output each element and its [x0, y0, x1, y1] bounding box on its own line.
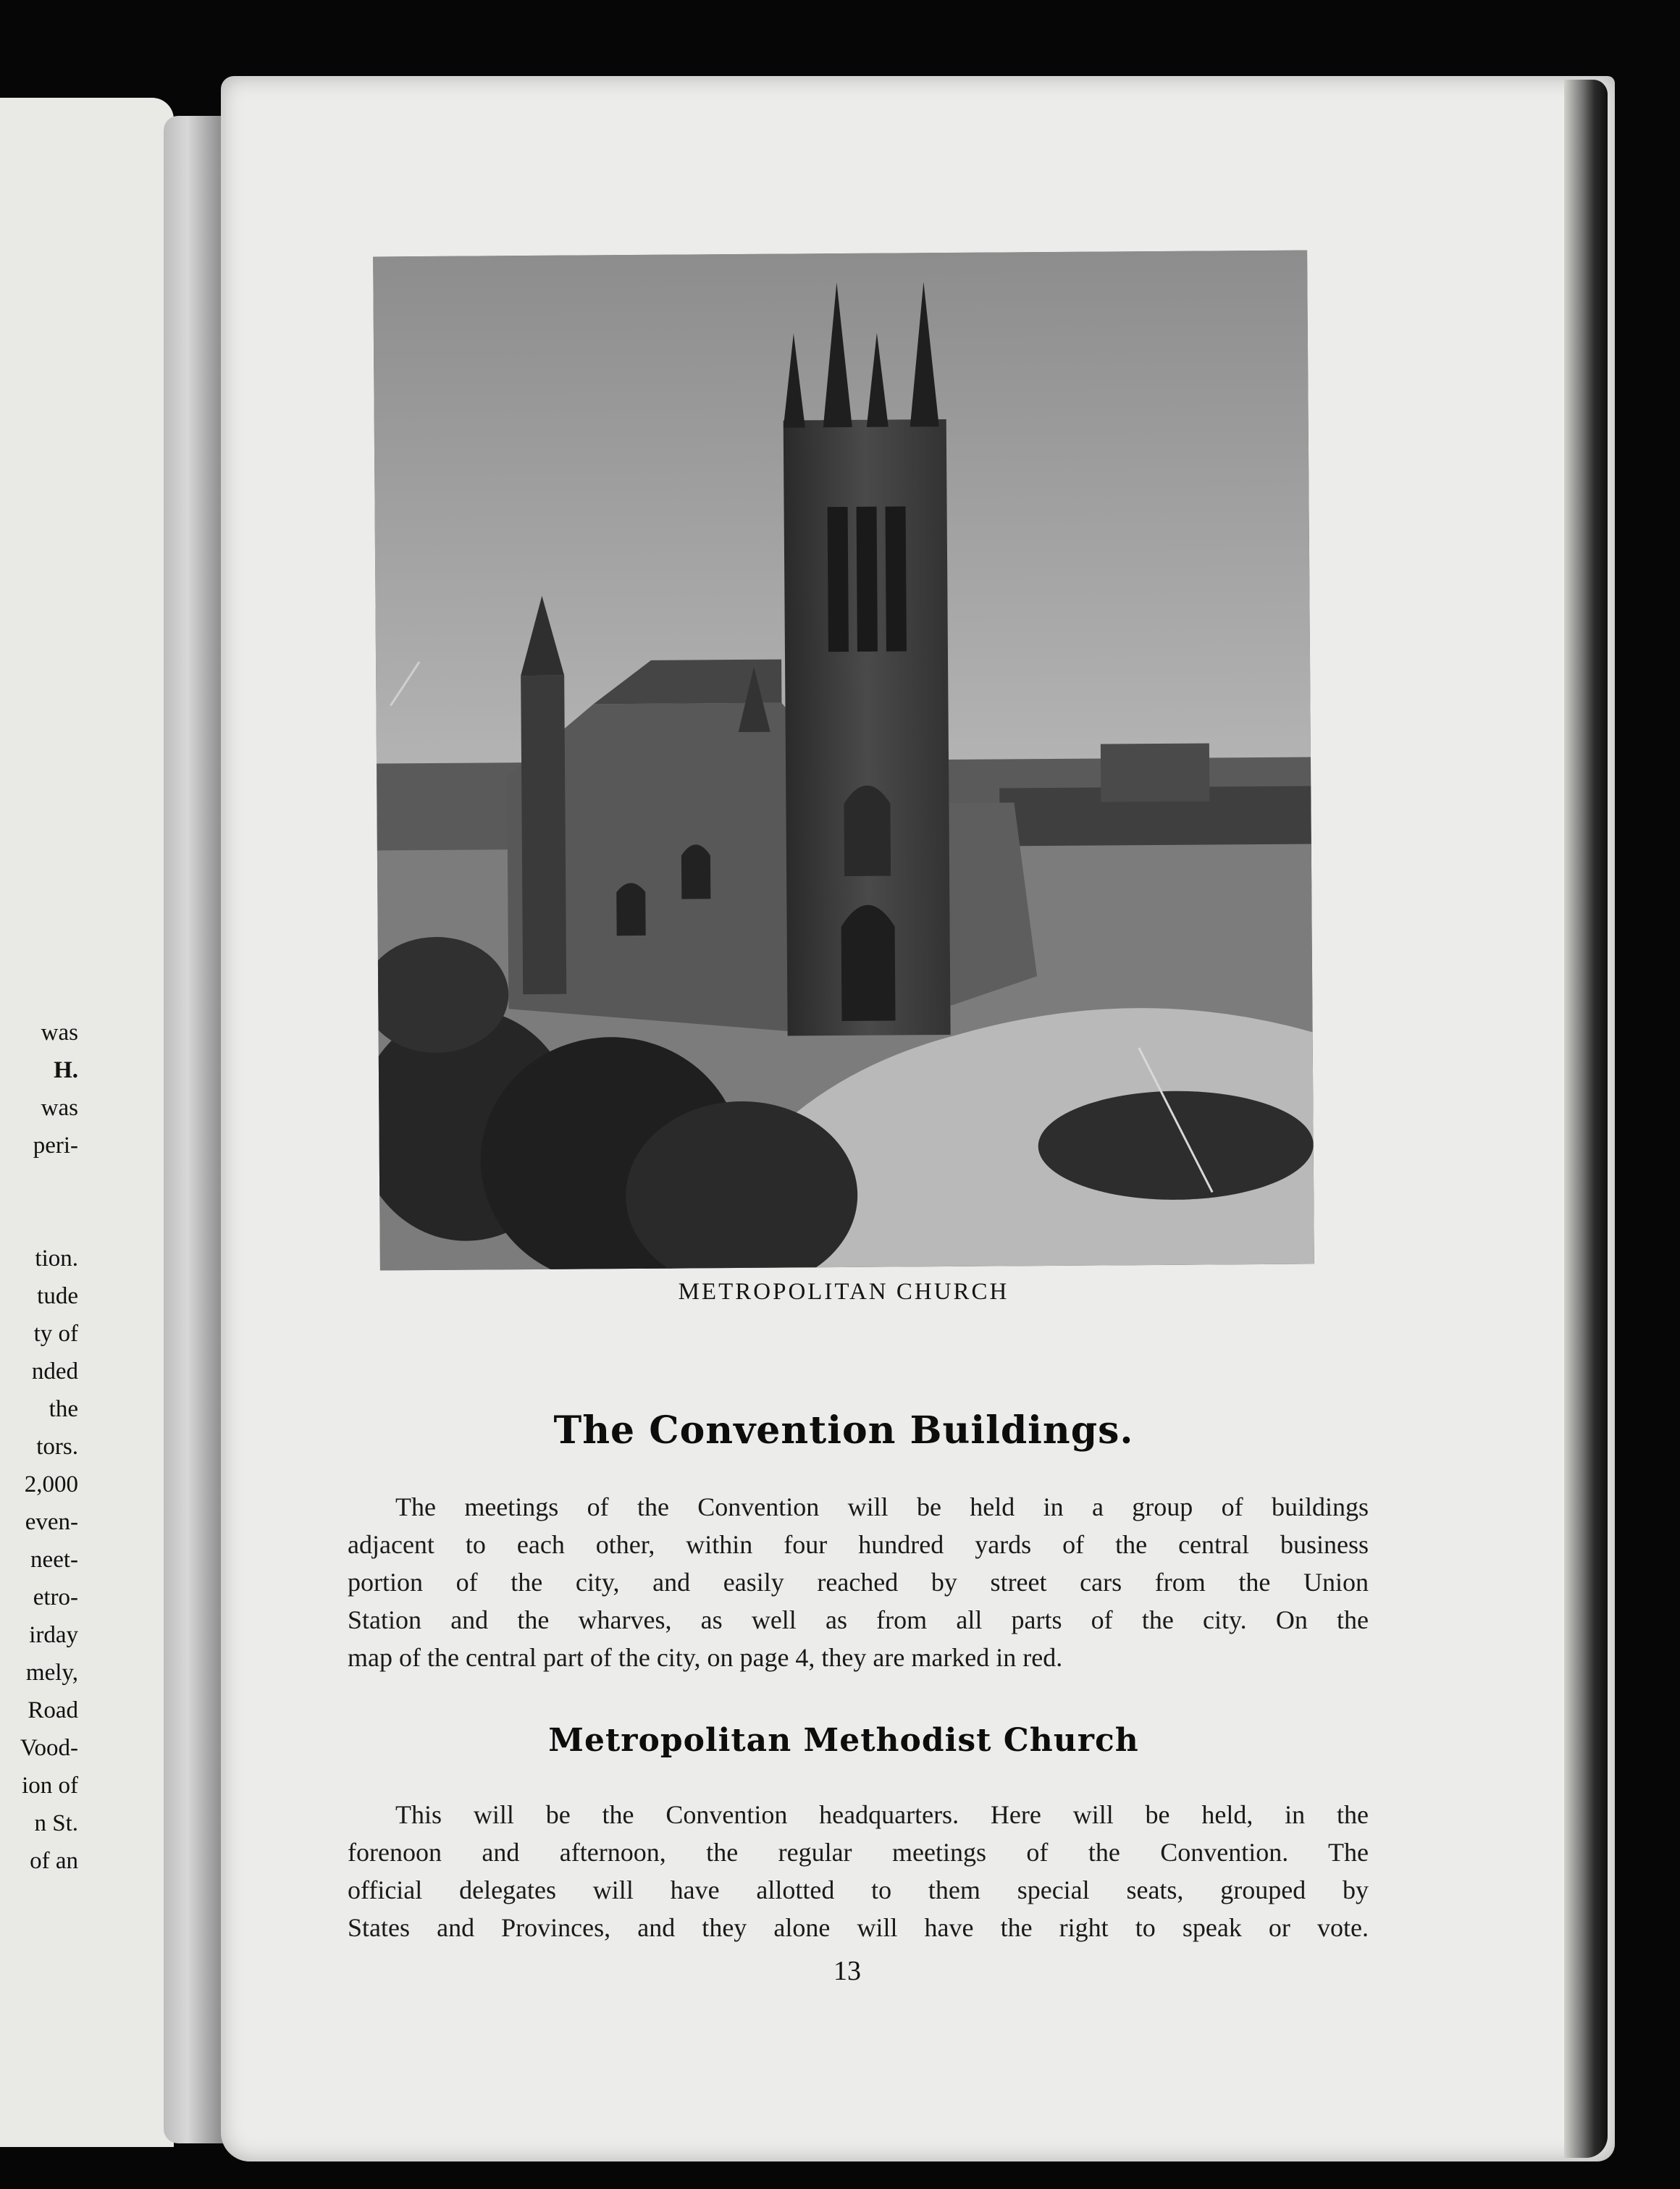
left-line: mely,: [25, 1660, 78, 1686]
left-line: tion.: [35, 1245, 78, 1272]
page-edge: [1564, 80, 1608, 2158]
left-line: neet-: [30, 1547, 78, 1573]
left-line: ion of: [22, 1773, 78, 1799]
text-line: official delegates will have allotted to them special seats, grouped by: [348, 1875, 1369, 1904]
section-heading: The Convention Buildings.: [553, 1408, 1134, 1453]
subsection-heading: Metropolitan Methodist Church: [548, 1722, 1139, 1759]
left-line: etro-: [33, 1584, 78, 1610]
left-page-text: [0, 1014, 78, 1880]
left-line: tude: [37, 1283, 78, 1309]
photo-caption: METROPOLITAN CHURCH: [678, 1279, 1009, 1305]
left-line: Vood-: [20, 1735, 78, 1761]
left-line: ty of: [33, 1321, 78, 1347]
left-line: was: [41, 1020, 78, 1046]
page-number: 13: [833, 1956, 861, 1986]
left-line: was: [41, 1095, 78, 1121]
church-illustration: [373, 251, 1314, 1271]
left-line: peri-: [33, 1133, 78, 1159]
left-line: even-: [25, 1509, 78, 1535]
text-line: portion of the city, and easily reached by street cars from the Union: [348, 1568, 1369, 1597]
left-line: Road: [28, 1697, 78, 1723]
text-line: forenoon and afternoon, the regular meetings of the Convention. The: [348, 1838, 1369, 1867]
text-line: This will be the Convention headquarters. Here will be held, in the: [395, 1800, 1369, 1829]
left-line: irday: [29, 1622, 78, 1648]
text-line: The meetings of the Convention will be held in a group of buildings: [395, 1492, 1369, 1521]
paragraph-2: [348, 1796, 1369, 1946]
text-line: adjacent to each other, within four hundred yards of the central business: [348, 1530, 1369, 1559]
text-line: map of the central part of the city, on page 4, they are marked in red.: [348, 1643, 1063, 1672]
left-line: n St.: [34, 1810, 78, 1836]
left-line: 2,000: [24, 1471, 78, 1497]
left-line: nded: [31, 1358, 78, 1385]
left-line: of an: [30, 1848, 78, 1874]
paragraph-1: [348, 1488, 1369, 1676]
text-line: Station and the wharves, as well as from all parts of the city. On the: [348, 1605, 1369, 1634]
left-line: tors.: [36, 1434, 78, 1460]
left-line: H.: [54, 1057, 78, 1083]
church-photograph: [373, 251, 1314, 1271]
text-line: States and Provinces, and they alone will have the right to speak or vote.: [348, 1913, 1369, 1942]
left-line: the: [49, 1396, 78, 1422]
